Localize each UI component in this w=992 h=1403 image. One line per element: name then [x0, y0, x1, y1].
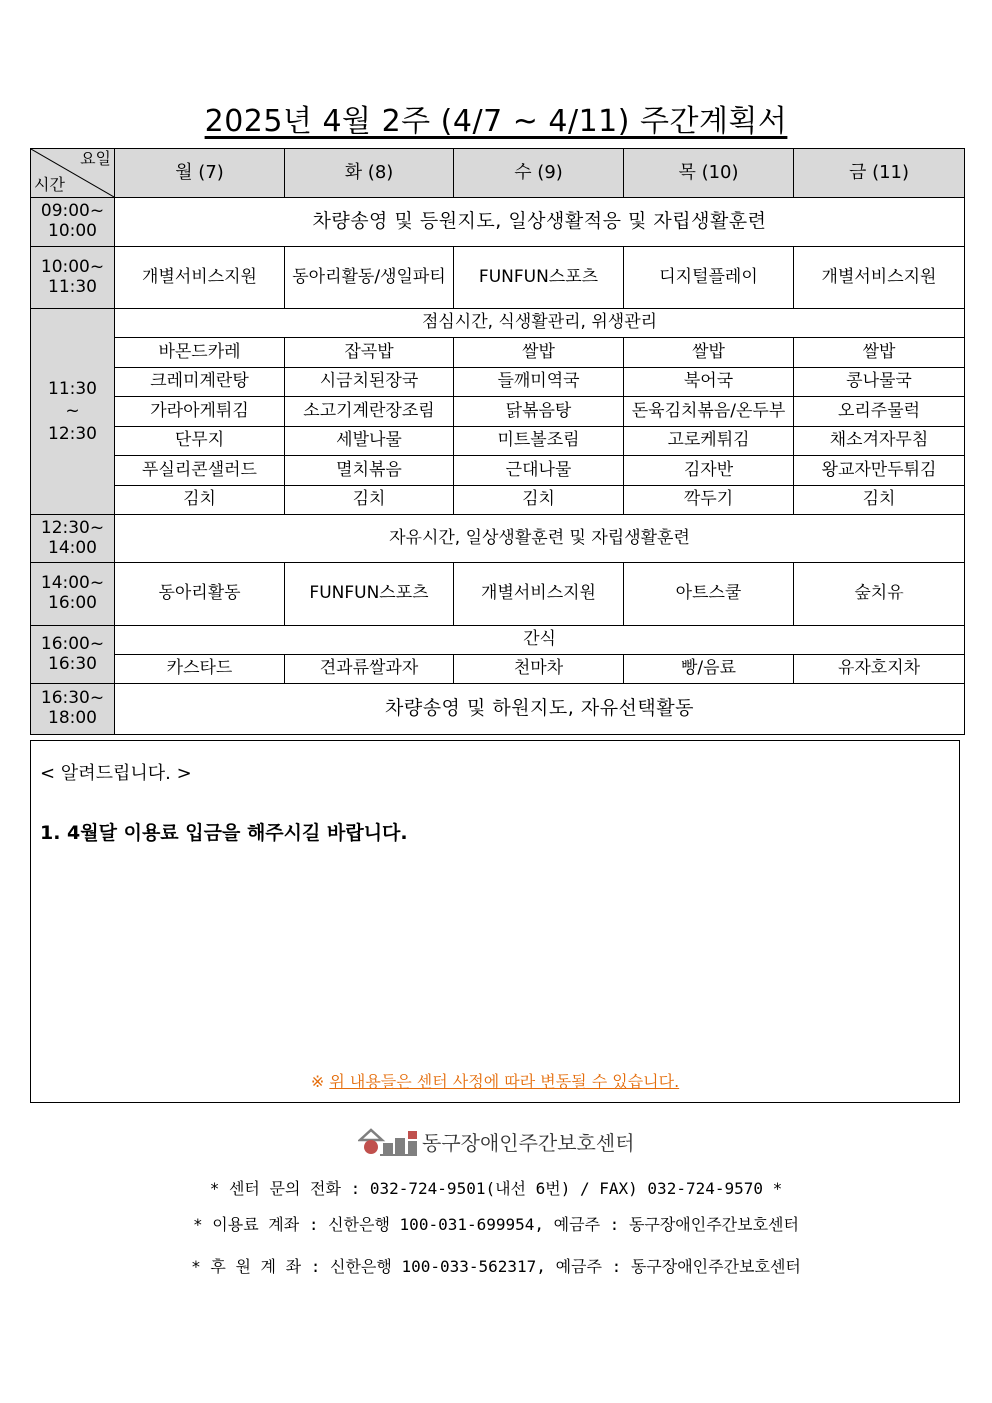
time-label: 16:30~ 18:00 — [40, 688, 105, 728]
menu-cell: 시금치된장국 — [285, 368, 454, 397]
menu-cell: 김자반 — [624, 456, 794, 486]
menu-cell: 김치 — [794, 486, 965, 515]
menu-cell: 쌀밥 — [454, 338, 624, 368]
menu-cell: 바몬드카레 — [115, 338, 285, 368]
merged-activity: 자유시간, 일상생활훈련 및 자립생활훈련 — [115, 515, 965, 563]
snack-cell: 유자호지차 — [794, 655, 965, 684]
menu-cell: 푸실리콘샐러드 — [115, 456, 285, 486]
time-cell — [31, 198, 115, 247]
time-label: 09:00~ 10:00 — [40, 201, 105, 241]
menu-cell: 잡곡밥 — [285, 338, 454, 368]
menu-cell: 세발나물 — [285, 427, 454, 456]
house-logo-icon — [358, 1125, 418, 1157]
fee-account: * 이용료 계좌 : 신한은행 100-031-699954, 예금주 : 동구장애인주간보호센터 — [193, 1215, 799, 1234]
donation-account: * 후 원 계 좌 : 신한은행 100-033-562317, 예금주 : 동구장애인주간보호센터 — [191, 1257, 801, 1276]
menu-row — [31, 456, 965, 486]
slot-row-1400 — [31, 563, 965, 626]
slot-row-0900 — [31, 198, 965, 247]
corner-time-label: 시간 — [34, 175, 65, 195]
menu-cell: 김치 — [285, 486, 454, 515]
menu-row — [31, 427, 965, 456]
menu-row — [31, 338, 965, 368]
menu-cell: 깍두기 — [624, 486, 794, 515]
day-header-tue: 화 (8) — [285, 149, 454, 198]
menu-cell: 오리주물럭 — [794, 397, 965, 427]
snack-header: 간식 — [115, 626, 965, 655]
activity-cell: FUNFUN스포츠 — [285, 563, 454, 626]
page-title — [0, 96, 992, 140]
activity-cell: 동아리활동 — [115, 563, 285, 626]
time-cell — [31, 684, 115, 735]
time-label: 10:00~ 11:30 — [40, 256, 105, 297]
day-header-wed: 수 (9) — [454, 149, 624, 198]
notice-footer — [31, 1069, 959, 1092]
activity-cell: 디지털플레이 — [624, 247, 794, 309]
slot-row-1000 — [31, 247, 965, 309]
time-label: 14:00~ 16:00 — [40, 573, 105, 613]
merged-activity: 차량송영 및 하원지도, 자유선택활동 — [115, 684, 965, 735]
day-header-mon: 월 (7) — [115, 149, 285, 198]
activity-cell: 숲치유 — [794, 563, 965, 626]
menu-cell: 김치 — [115, 486, 285, 515]
menu-cell: 쌀밥 — [794, 338, 965, 368]
snack-cell: 천마차 — [454, 655, 624, 684]
activity-cell: 아트스쿨 — [624, 563, 794, 626]
notice-footer-text: 위 내용들은 센터 사정에 따라 변동될 수 있습니다. — [329, 1072, 680, 1091]
reference-mark: ※ — [310, 1072, 325, 1091]
snack-cell: 카스타드 — [115, 655, 285, 684]
menu-cell: 고로케튀김 — [624, 427, 794, 456]
slot-row-1230 — [31, 515, 965, 563]
menu-cell: 들깨미역국 — [454, 368, 624, 397]
contact-phone: * 센터 문의 전화 : 032-724-9501(내선 6번) / FAX) 032-724-9570 * — [209, 1179, 783, 1198]
menu-row — [31, 486, 965, 515]
menu-cell: 근대나물 — [454, 456, 624, 486]
time-cell-lunch — [31, 309, 115, 515]
menu-cell: 쌀밥 — [624, 338, 794, 368]
lunch-header: 점심시간, 식생활관리, 위생관리 — [115, 309, 965, 338]
corner-cell — [31, 149, 115, 198]
menu-cell: 김치 — [454, 486, 624, 515]
activity-cell: FUNFUN스포츠 — [454, 247, 624, 309]
snack-cell: 견과류쌀과자 — [285, 655, 454, 684]
weekly-schedule-table — [30, 148, 965, 735]
day-header-thu: 목 (10) — [624, 149, 794, 198]
time-label: 11:30 ~ 12:30 — [48, 379, 97, 444]
menu-row — [31, 397, 965, 427]
notice-heading: < 알려드립니다. > — [40, 763, 192, 784]
lunch-header-row — [31, 309, 965, 338]
menu-cell: 크레미계란탕 — [115, 368, 285, 397]
time-label: 12:30~ 14:00 — [40, 517, 105, 558]
menu-cell: 채소겨자무침 — [794, 427, 965, 456]
time-label: 16:00~ 16:30 — [40, 633, 105, 674]
merged-activity: 차량송영 및 등원지도, 일상생활적응 및 자립생활훈련 — [115, 198, 965, 247]
time-cell — [31, 515, 115, 563]
center-name: 동구장애인주간보호센터 — [422, 1130, 635, 1155]
notice-box — [30, 740, 960, 1103]
menu-cell: 미트볼조림 — [454, 427, 624, 456]
center-logo — [358, 1124, 635, 1158]
menu-cell: 멸치볶음 — [285, 456, 454, 486]
menu-cell: 콩나물국 — [794, 368, 965, 397]
menu-cell: 돈육김치볶음/온두부 — [624, 397, 794, 427]
menu-row — [31, 368, 965, 397]
notice-item: 1. 4월달 이용료 입금을 해주시길 바랍니다. — [40, 822, 408, 844]
time-cell — [31, 247, 115, 309]
menu-cell: 가라아게튀김 — [115, 397, 285, 427]
activity-cell: 개별서비스지원 — [794, 247, 965, 309]
time-cell-snack — [31, 626, 115, 684]
day-header-fri: 금 (11) — [794, 149, 965, 198]
snack-header-row — [31, 626, 965, 655]
activity-cell: 개별서비스지원 — [115, 247, 285, 309]
time-cell — [31, 563, 115, 626]
menu-cell: 닭볶음탕 — [454, 397, 624, 427]
menu-cell: 단무지 — [115, 427, 285, 456]
corner-day-label: 요일 — [80, 149, 111, 168]
page-title-text: 2025년 4월 2주 (4/7 ~ 4/11) 주간계획서 — [204, 104, 788, 139]
activity-cell: 개별서비스지원 — [454, 563, 624, 626]
snack-row — [31, 655, 965, 684]
activity-cell: 동아리활동/생일파티 — [285, 247, 454, 309]
snack-cell: 빵/음료 — [624, 655, 794, 684]
menu-cell: 북어국 — [624, 368, 794, 397]
menu-cell: 왕교자만두튀김 — [794, 456, 965, 486]
slot-row-1630 — [31, 684, 965, 735]
menu-cell: 소고기계란장조림 — [285, 397, 454, 427]
day-header-row — [31, 149, 965, 198]
